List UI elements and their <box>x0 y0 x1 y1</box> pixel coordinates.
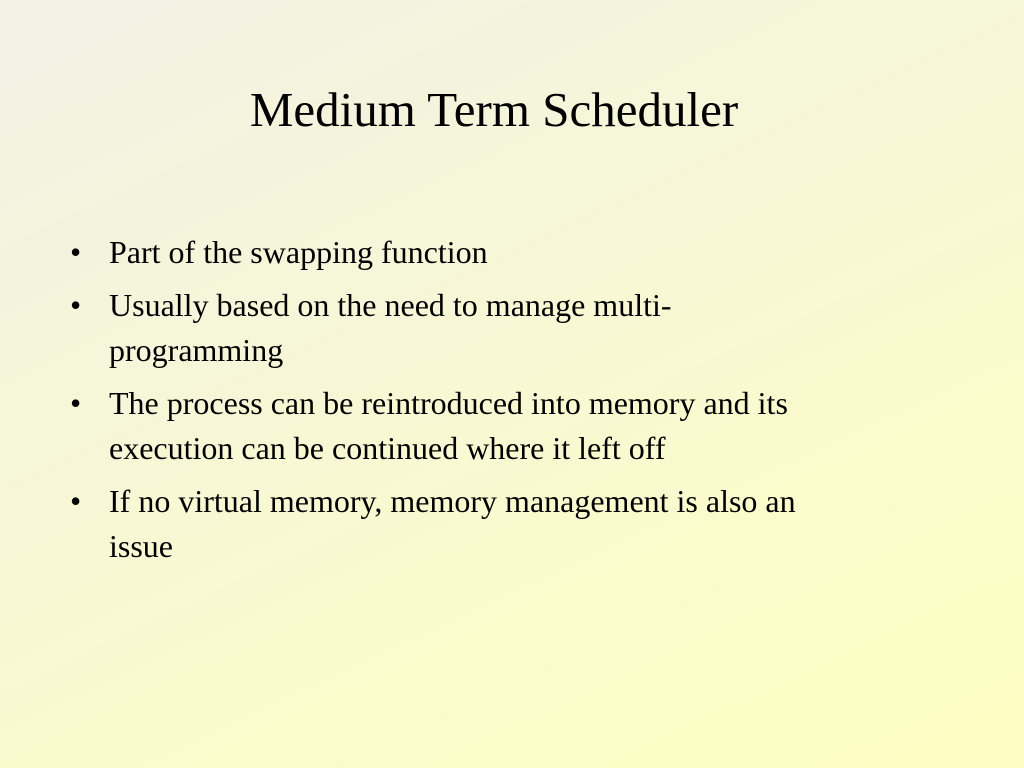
bullet-list <box>70 230 980 577</box>
bullet-text-line: issue <box>109 528 173 564</box>
slide-title: Medium Term Scheduler <box>249 82 739 137</box>
bullet-item-4 <box>70 479 980 569</box>
bullet-dot-icon: • <box>70 385 82 421</box>
bullet-dot-icon: • <box>70 234 82 270</box>
bullet-text-line: Usually based on the need to manage multi- <box>109 287 672 323</box>
bullet-dot-icon: • <box>70 483 82 519</box>
bullet-item-1 <box>70 230 980 275</box>
bullet-text-line: The process can be reintroduced into memory and its <box>109 385 788 421</box>
bullet-dot-icon: • <box>70 287 82 323</box>
bullet-text: Part of the swapping function <box>109 234 488 270</box>
bullet-item-2 <box>70 283 980 373</box>
bullet-text-line: execution can be continued where it left off <box>109 430 666 466</box>
bullet-text-line: programming <box>109 332 284 368</box>
bullet-text-line: If no virtual memory, memory management is also an <box>109 483 796 519</box>
bullet-item-3 <box>70 381 980 471</box>
